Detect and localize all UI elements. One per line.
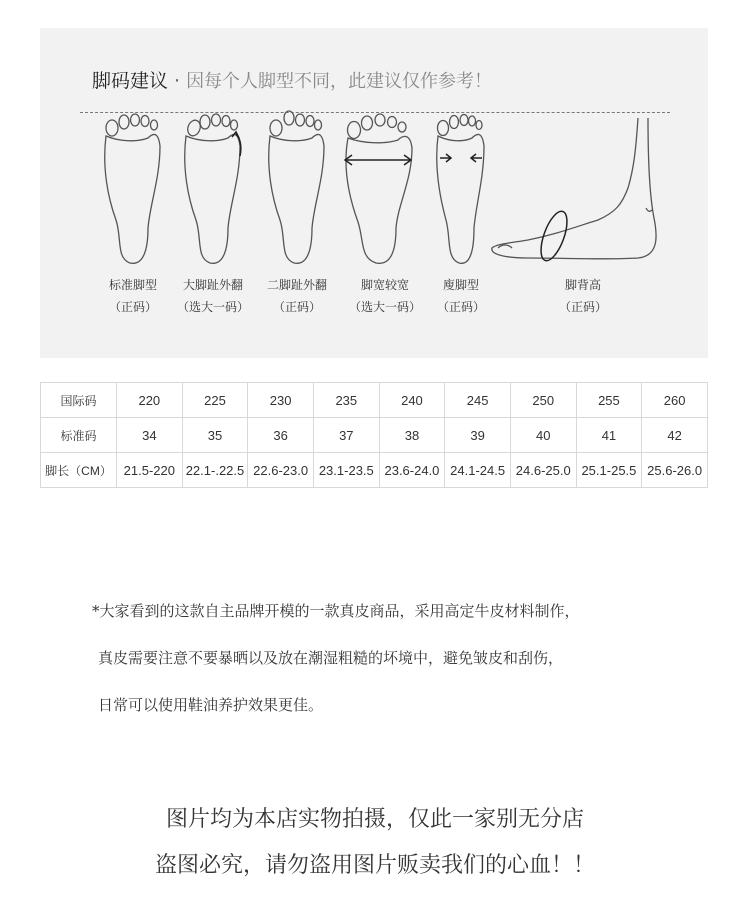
table-cell: 41 <box>576 418 642 453</box>
table-cell: 38 <box>379 418 445 453</box>
foot-caption-1: 标准脚型 （正码） <box>108 278 157 314</box>
description-line-1: *大家看到的这款自主品牌开模的一款真皮商品，采用高定牛皮材料制作， <box>92 602 580 620</box>
table-cell: 260 <box>642 383 708 418</box>
table-cell: 42 <box>642 418 708 453</box>
row-header-cell: 标准码 <box>41 418 117 453</box>
copyright-line-2: 盗图必究，请勿盗用图片贩卖我们的心血！！ <box>154 853 595 878</box>
standard-foot-icon <box>98 108 168 268</box>
table-cell: 22.1-.22.5 <box>182 453 248 488</box>
row-header-cell: 国际码 <box>41 383 117 418</box>
title-main: 脚码建议 <box>92 70 169 92</box>
table-row <box>41 418 708 453</box>
table-cell: 24.6-25.0 <box>510 453 576 488</box>
big-toe-valgus-foot-icon <box>178 108 248 268</box>
copyright-line-1: 图片均为本店实物拍摄，仅此一家别无分店 <box>165 807 584 832</box>
foot-guide-panel <box>40 28 708 358</box>
title-note: 因每个人脚型不同，此建议仅作参考！ <box>186 71 493 92</box>
table-cell: 34 <box>117 418 183 453</box>
table-cell: 250 <box>510 383 576 418</box>
foot-guide-title <box>92 66 492 93</box>
foot-caption-4: 脚宽较宽 （选大一码） <box>348 278 421 314</box>
table-cell: 25.6-26.0 <box>642 453 708 488</box>
foot-caption-5: 廋脚型 （正码） <box>436 278 485 314</box>
title-separator: · <box>174 70 181 92</box>
table-cell: 235 <box>313 383 379 418</box>
table-cell: 240 <box>379 383 445 418</box>
thin-foot-icon <box>426 108 496 268</box>
wide-foot-icon <box>340 108 420 268</box>
foot-caption-6: 脚背高 （正码） <box>558 278 607 314</box>
care-description <box>92 588 580 729</box>
table-cell: 255 <box>576 383 642 418</box>
table-cell: 37 <box>313 418 379 453</box>
second-toe-valgus-foot-icon <box>262 108 332 268</box>
table-cell: 23.6-24.0 <box>379 453 445 488</box>
description-line-2: 真皮需要注意不要暴晒以及放在潮湿粗糙的坏境中，避免皱皮和刮伤， <box>98 649 564 667</box>
table-cell: 220 <box>117 383 183 418</box>
table-cell: 24.1-24.5 <box>445 453 511 488</box>
table-cell: 225 <box>182 383 248 418</box>
table-cell: 23.1-23.5 <box>313 453 379 488</box>
high-instep-foot-icon <box>488 108 668 268</box>
description-line-3: 日常可以使用鞋油养护效果更佳。 <box>98 696 324 714</box>
copyright-notice <box>0 797 750 889</box>
size-chart-table <box>40 382 708 488</box>
table-cell: 40 <box>510 418 576 453</box>
table-cell: 22.6-23.0 <box>248 453 314 488</box>
table-cell: 230 <box>248 383 314 418</box>
table-cell: 21.5-220 <box>117 453 183 488</box>
table-row <box>41 383 708 418</box>
row-header-cell: 脚长（CM） <box>41 453 117 488</box>
foot-caption-3: 二脚趾外翻 （正码） <box>266 278 327 314</box>
foot-caption-2: 大脚趾外翻 （选大一码） <box>176 278 249 314</box>
table-cell: 245 <box>445 383 511 418</box>
table-cell: 25.1-25.5 <box>576 453 642 488</box>
table-cell: 36 <box>248 418 314 453</box>
table-cell: 35 <box>182 418 248 453</box>
table-cell: 39 <box>445 418 511 453</box>
table-row <box>41 453 708 488</box>
